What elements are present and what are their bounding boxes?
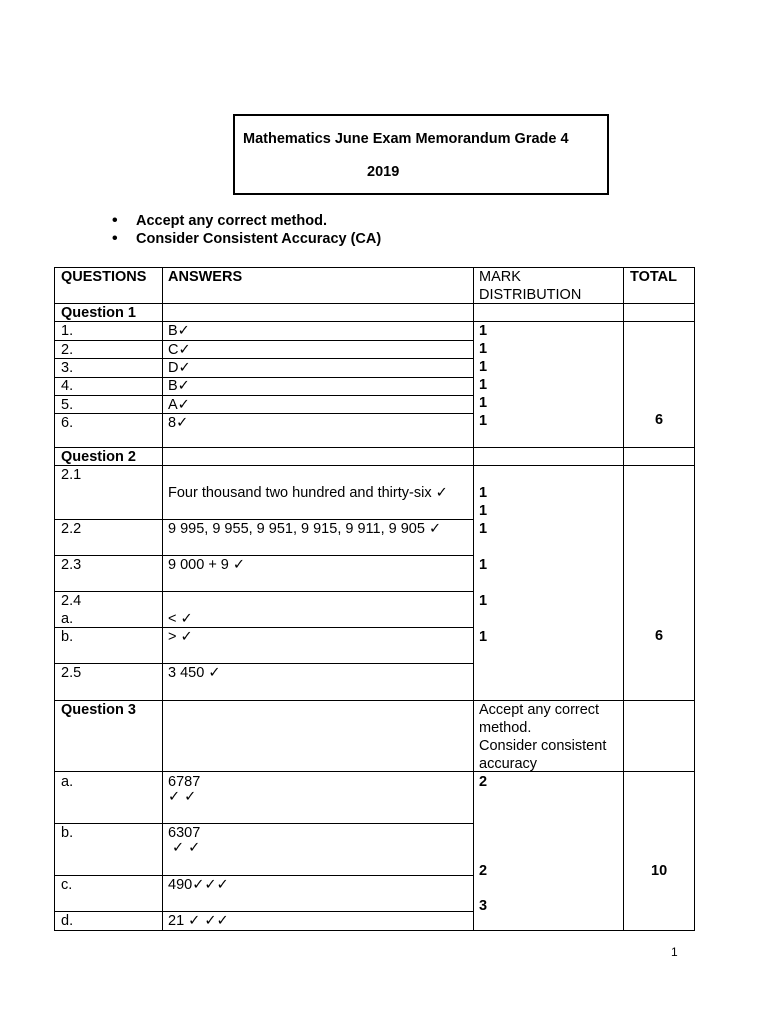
q2-mark: 1 [479,557,488,573]
q1-mark: 1 [479,377,488,393]
q3-method-note: method. [479,720,532,736]
q3-row-answer: 6307 [168,825,201,841]
header-questions: QUESTIONS [61,269,147,285]
q3-row-ticks: ✓ ✓ [172,840,201,856]
q2-row-answer: > ✓ [168,629,193,645]
q1-mark: 1 [479,395,488,411]
q2-mark: 1 [479,593,488,609]
column-divider [473,267,474,931]
table-border-bottom [54,930,695,931]
header-answers: ANSWERS [168,269,243,285]
q1-row-answer: B✓ [168,378,190,394]
column-divider [694,267,695,931]
q1-mark: 1 [479,359,488,375]
q3-row-ticks: ✓ ✓ [168,789,197,805]
q1-row-answer: A✓ [168,397,190,413]
q2-row-answer: Four thousand two hundred and thirty-six ✓ [168,485,448,501]
q2-mark: 1 [479,485,488,501]
q1-row-number: 2. [61,342,74,358]
q1-row-answer: C✓ [168,342,191,358]
instruction-list [112,212,381,248]
q1-row-number: 4. [61,378,74,394]
row-divider [54,555,473,556]
q1-row-answer: 8✓ [168,415,189,431]
title-box [233,114,609,195]
q2-row-answer: 3 450 ✓ [168,665,221,681]
row-divider [54,875,473,876]
q2-row-number: 2.2 [61,521,82,537]
q2-row-number: 2.1 [61,467,82,483]
q2-mark: 1 [479,629,488,645]
header-mark: MARK [479,269,521,285]
q1-row-answer: B✓ [168,323,190,339]
row-divider [54,911,473,912]
row-divider [54,321,695,322]
memo-table [54,267,695,931]
table-border-top [54,267,695,268]
q2-total: 6 [655,628,664,644]
column-divider [623,267,624,931]
q3-method-note: Accept any correct [479,702,600,718]
q2-row-answer: 9 995, 9 955, 9 951, 9 915, 9 911, 9 905 ✓ [168,521,442,537]
instruction-item: • Accept any correct method. [112,212,381,230]
q3-mark: 2 [479,863,488,879]
q3-method-note: Consider consistent [479,738,607,754]
q1-mark: 1 [479,341,488,357]
q3-row-answer: 21 ✓ ✓✓ [168,913,229,929]
row-divider [54,663,473,664]
q1-row-answer: D✓ [168,360,191,376]
row-divider [54,413,473,414]
header-distribution: DISTRIBUTION [479,287,582,303]
q3-row-answer: 6787 [168,774,201,790]
row-divider [54,358,473,359]
page-number: 1 [671,945,678,959]
q3-mark: 2 [479,774,488,790]
row-divider [54,447,695,448]
q1-mark: 1 [479,413,488,429]
row-divider [54,377,473,378]
row-divider [54,465,695,466]
q2-row-number: 2.4 [61,593,82,609]
q3-row-number: d. [61,913,74,929]
memo-year: 2019 [367,164,400,180]
q1-row-number: 6. [61,415,74,431]
row-divider [54,591,473,592]
question-2-title: Question 2 [61,449,136,465]
q3-total: 10 [651,863,668,879]
q1-mark: 1 [479,323,488,339]
q3-row-number: a. [61,774,74,790]
column-divider [54,267,55,931]
row-divider [54,340,473,341]
header-total: TOTAL [630,269,677,285]
question-3-title: Question 3 [61,702,136,718]
q2-row-answer: < ✓ [168,611,193,627]
q2-row-number: a. [61,611,74,627]
instruction-item: • Consider Consistent Accuracy (CA) [112,230,381,248]
q2-row-number: b. [61,629,74,645]
row-divider [54,823,473,824]
q3-row-number: c. [61,877,73,893]
row-divider [54,395,473,396]
row-divider [54,627,473,628]
q2-mark: 1 [479,521,488,537]
memo-title: Mathematics June Exam Memorandum Grade 4 [243,131,569,147]
column-divider [162,267,163,931]
q1-row-number: 5. [61,397,74,413]
q3-row-number: b. [61,825,74,841]
q3-row-answer: 490✓✓✓ [168,877,229,893]
q2-mark: 1 [479,503,488,519]
row-divider [54,771,695,772]
q2-row-number: 2.5 [61,665,82,681]
q3-method-note: accuracy [479,756,538,772]
q1-row-number: 3. [61,360,74,376]
row-divider [54,303,695,304]
q3-mark: 3 [479,898,488,914]
q1-total: 6 [655,412,664,428]
question-1-title: Question 1 [61,305,136,321]
q2-row-answer: 9 000 + 9 ✓ [168,557,246,573]
q2-row-number: 2.3 [61,557,82,573]
q1-row-number: 1. [61,323,74,339]
